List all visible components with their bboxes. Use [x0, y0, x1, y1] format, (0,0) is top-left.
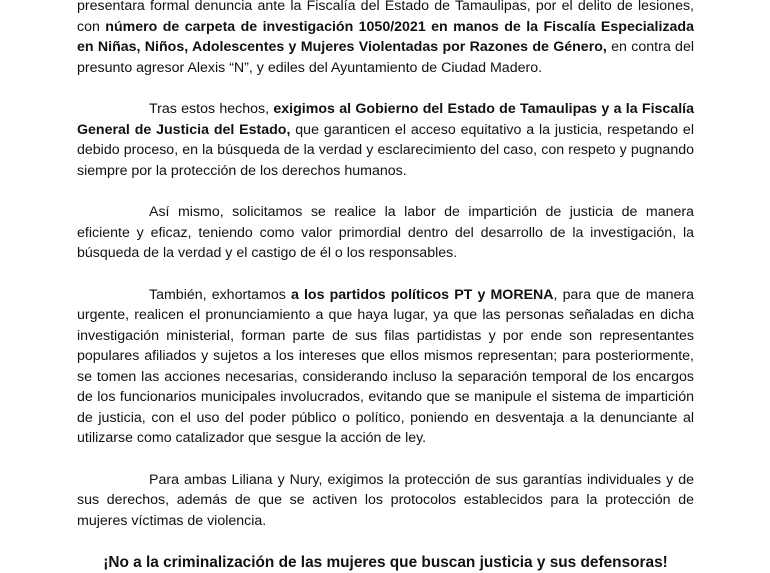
paragraph-bold-text: exigimos al Gobierno del Estado de Tamaulipas y a la Fiscalía General de Justicia del Estado, [77, 101, 694, 138]
paragraph-bold-text: a los partidos políticos PT y MORENA [290, 286, 554, 303]
paragraph-text: presentara formal denuncia ante la Fiscalía del Estado de Tamaulipas, por el delito de lesiones, con [77, 0, 694, 35]
paragraph-exhorto [77, 285, 694, 449]
paragraph-proteccion [77, 470, 694, 532]
paragraph-text: Tras estos hechos, [149, 101, 274, 117]
paragraph-text: Así mismo, solicitamos se realice la labor de impartición de justicia de manera eficiente y eficaz, teniendo como valor primordial dentro del desarrollo de la investigación, la búsqueda de la verdad y el castigo de él o los responsables. [77, 204, 694, 261]
closing-slogan: ¡No a la criminalización de las mujeres que buscan justicia y sus defensoras! [103, 554, 668, 571]
paragraph-exigencia [77, 99, 694, 181]
paragraph-solicitud [77, 202, 694, 264]
paragraph-text: que garanticen el acceso equitativo a la justicia, respetando el debido proceso, en la búsqueda de la verdad y esclarecimiento del caso, con respeto y pugnando siempre por la protección de los derechos humanos. [77, 121, 694, 179]
paragraph-text: , para que de manera urgente, realicen el pronunciamiento a que haya lugar, ya que las personas señaladas en dicha investigación ministerial, forman parte de sus filas partidistas y por ende son representantes populares afiliados y sujetos a los intereses que ellos mismos representan; para posteriormente, se tomen las acciones necesarias, considerando incluso la separación temporal de los encargos de los funcionarios municipales involucrados, evitando que se manipule el sistema de impartición de justicia, con el uso del poder público o político, poniendo en desventaja a la denunciante al utilizarse como catalizador que sesgue la acción de ley. [77, 286, 694, 446]
paragraph-text: También, exhortamos [149, 286, 291, 303]
paragraph-text: Para ambas Liliana y Nury, exigimos la protección de sus garantías individuales y de sus derechos, además de que se activen los protocolos establecidos para la protección de mujeres víctimas de violencia. [77, 471, 694, 529]
document-page [77, 0, 694, 573]
paragraph-text: en contra del presunto agresor Alexis “N”, y ediles del Ayuntamiento de Ciudad Madero. [77, 39, 694, 76]
paragraph-denuncia [77, 0, 694, 78]
paragraph-bold-text: número de carpeta de investigación 1050/2021 en manos de la Fiscalía Especializada en Niñas, Niños, Adolescentes y Mujeres Violentadas por Razones de Género, [77, 18, 694, 55]
